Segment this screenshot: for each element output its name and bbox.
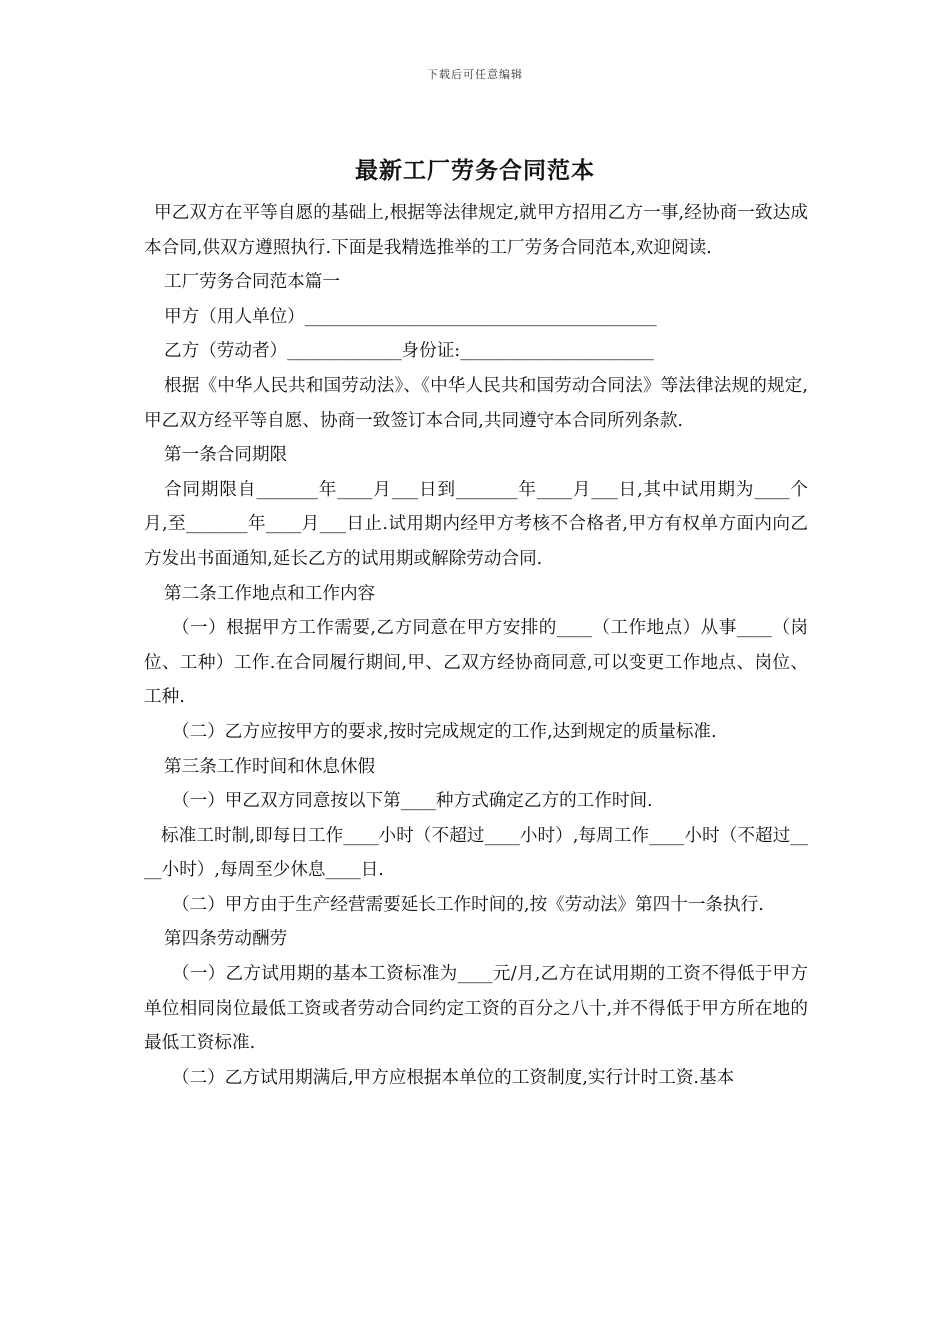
article-paragraph: 标准工时制,即每日工作____小时（不超过____小时）,每周工作____小时（不超过____小时）,每周至少休息____日. bbox=[144, 825, 808, 881]
article-paragraph: （一）乙方试用期的基本工资标准为____元/月,乙方在试用期的工资不得低于甲方单位相同岗位最低工资或者劳动合同约定工资的百分之八十,并不得低于甲方所在地的最低工资标准. bbox=[144, 964, 808, 1054]
article-paragraph: （一）根据甲方工作需要,乙方同意在甲方安排的____（工作地点）从事____（岗位、工种）工作.在合同履行期间,甲、乙双方经协商同意,可以变更工作地点、岗位、工种. bbox=[144, 618, 808, 708]
header-note: 下载后可任意编辑 bbox=[427, 68, 523, 81]
document-title: 最新工厂劳务合同范本 bbox=[355, 157, 595, 184]
section-heading: 工厂劳务合同范本篇一 bbox=[164, 272, 340, 293]
article-paragraph: 合同期限自_______年____月___日到_______年____月___日,其中试用期为____个月,至_______年____月___日止.试用期内经甲方考核不合格者,甲方有权单方面内向乙方发出书面通知,延长乙方的试用期或解除劳动合同. bbox=[144, 479, 808, 569]
intro-paragraph: 甲乙双方在平等自愿的基础上,根据等法律规定,就甲方招用乙方一事,经协商一致达成本合同,供双方遵照执行.下面是我精选推举的工厂劳务合同范本,欢迎阅读. bbox=[144, 203, 808, 258]
article-paragraph: （二）甲方由于生产经营需要延长工作时间的,按《劳动法》第四十一条执行. bbox=[172, 894, 764, 915]
party-b-line: 乙方（劳动者）_____________身份证:______________________ bbox=[164, 341, 654, 362]
article-heading: 第一条合同期限 bbox=[164, 445, 288, 466]
article-heading: 第三条工作时间和休息休假 bbox=[164, 756, 376, 777]
article-paragraph: （二）乙方试用期满后,甲方应根据本单位的工资制度,实行计时工资.基本 bbox=[172, 1067, 735, 1088]
article-heading: 第二条工作地点和工作内容 bbox=[164, 583, 376, 604]
article-heading: 第四条劳动酬劳 bbox=[164, 929, 288, 950]
document-body bbox=[144, 196, 808, 1095]
article-paragraph: （二）乙方应按甲方的要求,按时完成规定的工作,达到规定的质量标准. bbox=[172, 721, 717, 742]
party-a-line: 甲方（用人单位）________________________________________ bbox=[164, 306, 657, 327]
legal-basis-paragraph: 根据《中华人民共和国劳动法》、《中华人民共和国劳动合同法》等法律法规的规定,甲乙双方经平等自愿、协商一致签订本合同,共同遵守本合同所列条款. bbox=[144, 375, 808, 431]
article-paragraph: （一）甲乙双方同意按以下第____种方式确定乙方的工作时间. bbox=[172, 791, 653, 812]
